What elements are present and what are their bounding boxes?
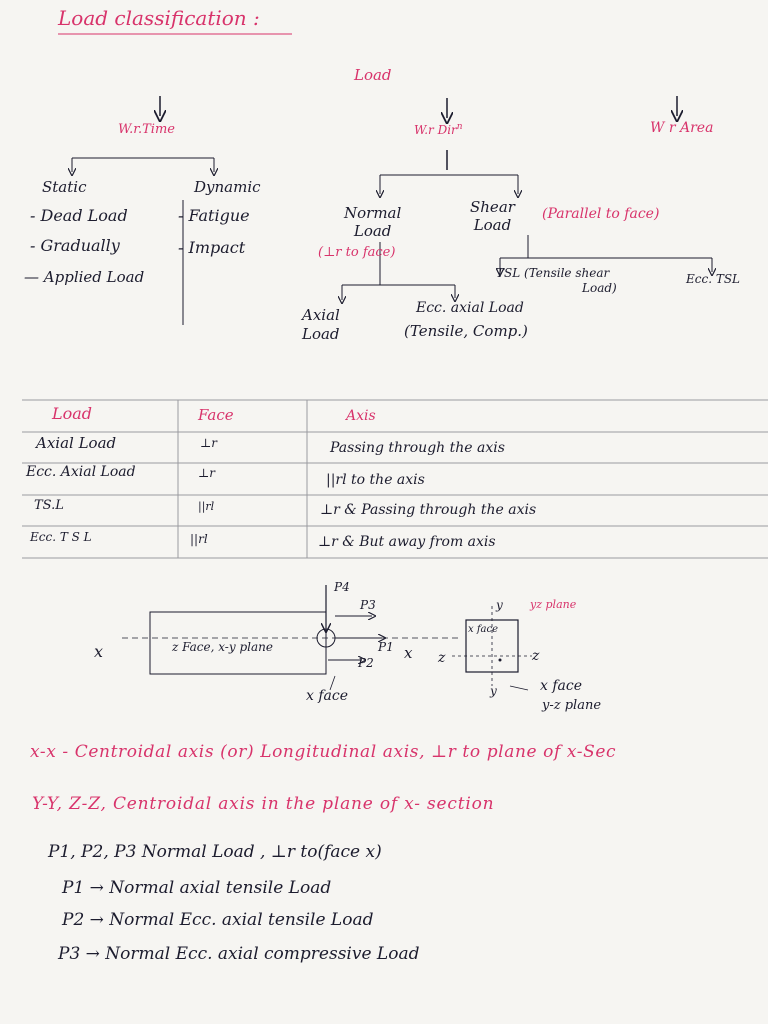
ecc-tsl-label: Ecc. TSL xyxy=(686,272,741,286)
note-p1: P1 → Normal axial tensile Load xyxy=(62,878,332,898)
sketch-y-top: y xyxy=(496,598,503,612)
note-p3: P3 → Normal Ecc. axial compressive Load xyxy=(58,944,420,964)
ecc-axial-load-label: Ecc. axial Load xyxy=(416,300,524,316)
sketch-x-face: x face xyxy=(306,688,348,704)
sketch-yz-plane-2: y-z plane xyxy=(542,698,602,713)
note-p2: P2 → Normal Ecc. axial tensile Load xyxy=(62,910,374,930)
note-yy-zz: Y-Y, Z-Z, Centroidal axis in the plane of x- section xyxy=(32,794,495,814)
static-item-3: — Applied Load xyxy=(24,268,145,286)
sketch-box-face: x face xyxy=(468,624,498,635)
sketch-y-bottom: y xyxy=(490,684,497,698)
static-label: Static xyxy=(42,178,87,196)
table-header-face: Face xyxy=(198,406,234,424)
sketch-bar-label: z Face, x-y plane xyxy=(172,640,273,654)
table-row-2-axis: ||rl to the axis xyxy=(326,472,425,488)
table-row-1-axis: Passing through the axis xyxy=(330,440,505,456)
dynamic-label: Dynamic xyxy=(194,178,261,196)
sketch-x-right: x xyxy=(404,644,413,662)
note-centroidal-axis: x-x - Centroidal axis (or) Longitudinal axis, ⊥r to plane of x-Sec xyxy=(30,742,617,762)
table-row-2-face: ⊥r xyxy=(198,466,216,480)
note-normal-load: P1, P2, P3 Normal Load , ⊥r to(face x) xyxy=(48,842,382,862)
ecc-axial-load-note: (Tensile, Comp.) xyxy=(404,322,528,340)
normal-load-label: Normal Load xyxy=(344,204,402,240)
branch-area: W r Area xyxy=(650,120,714,136)
static-item-2: - Gradually xyxy=(30,236,120,255)
table-row-2-load: Ecc. Axial Load xyxy=(26,464,136,480)
page-title: Load classification : xyxy=(58,6,260,30)
normal-load-note: (⊥r to face) xyxy=(318,245,396,260)
static-item-1: - Dead Load xyxy=(30,206,128,225)
table-header-axis: Axis xyxy=(346,408,376,424)
table-row-3-load: TS.L xyxy=(34,498,64,513)
table-row-4-face: ||rl xyxy=(190,532,208,546)
sketch-p4: P4 xyxy=(334,580,350,594)
table-row-3-face: ||rl xyxy=(198,500,215,513)
sketch-z-left: z xyxy=(438,650,446,666)
tsl-label: TSL (Tensile shear Load) xyxy=(496,266,617,295)
sketch-p3: P3 xyxy=(360,598,376,612)
branch-time: W.r.Time xyxy=(118,122,175,137)
table-header-load: Load xyxy=(52,404,93,423)
table-row-3-axis: ⊥r & Passing through the axis xyxy=(320,502,537,518)
table-row-4-load: Ecc. T S L xyxy=(30,530,92,544)
sketch-p2: P2 xyxy=(358,656,374,670)
sketch-z-right: z xyxy=(532,648,540,664)
dynamic-item-1: - Fatigue xyxy=(178,206,250,225)
table-row-1-load: Axial Load xyxy=(36,434,117,452)
sketch-yz-plane: yz plane xyxy=(530,598,577,611)
branch-direction: W.r Dir$^n$ xyxy=(414,122,463,137)
table-row-1-face: ⊥r xyxy=(200,436,218,450)
shear-load-label: Shear Load xyxy=(470,198,515,234)
axial-load-label: Axial Load xyxy=(302,306,340,343)
tree-root: Load xyxy=(354,66,392,84)
sketch-x-left: x xyxy=(94,642,104,661)
table-row-4-axis: ⊥r & But away from axis xyxy=(318,534,496,550)
sketch-p1: P1 xyxy=(378,640,394,654)
dynamic-item-2: - Impact xyxy=(178,238,246,257)
sketch-x-face-2: x face xyxy=(540,678,582,694)
shear-load-note: (Parallel to face) xyxy=(542,206,660,222)
